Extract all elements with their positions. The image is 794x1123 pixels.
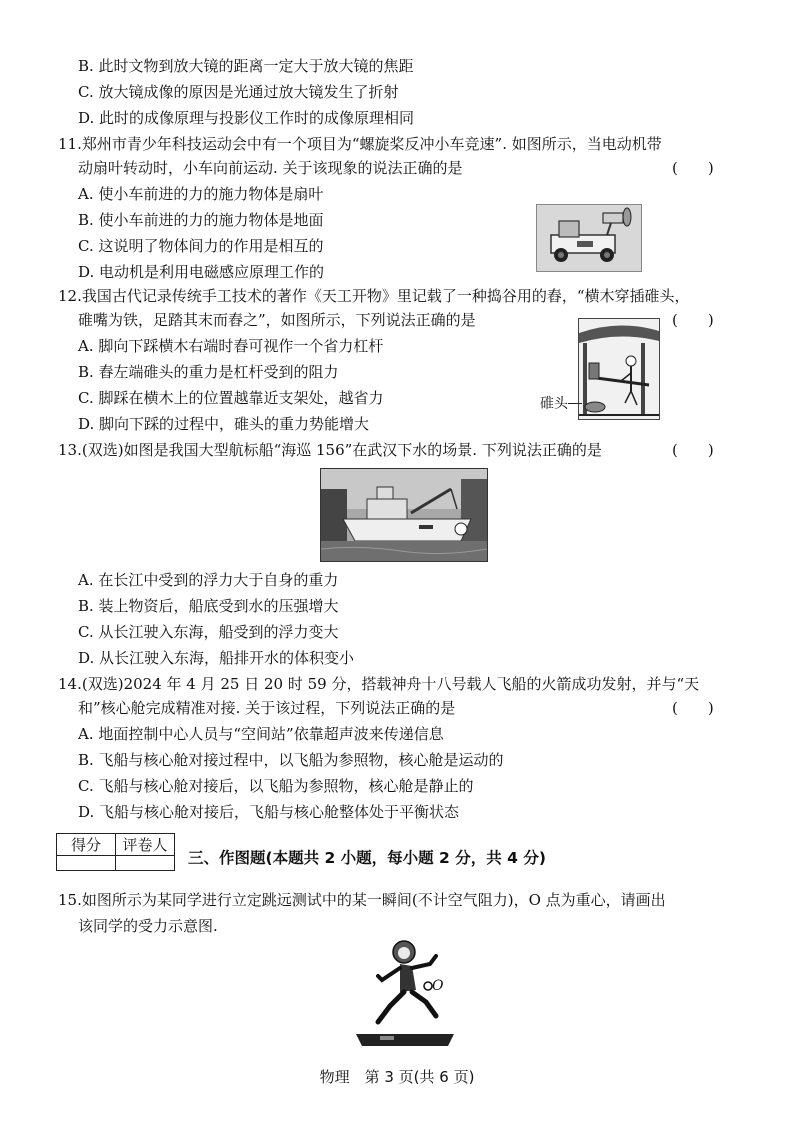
q11-option-d: D. 电动机是利用电磁感应原理工作的 xyxy=(78,263,325,281)
q11-figure-propeller-car xyxy=(536,204,642,272)
q13-option-b: B. 装上物资后，船底受到水的压强增大 xyxy=(78,597,339,615)
q10-option-d: D. 此时的成像原理与投影仪工作时的成像原理相同 xyxy=(78,109,415,127)
q15-figure-long-jump xyxy=(350,936,460,1048)
q11-stem-text1: 郑州市青少年科技运动会中有一个项目为“螺旋桨反冲小车竞速”. 如图所示，当电动机带 xyxy=(81,135,662,153)
q12-option-d: D. 脚向下踩的过程中，碓头的重力势能增大 xyxy=(78,415,370,433)
q10-option-c: C. 放大镜成像的原因是光通过放大镜发生了折射 xyxy=(78,83,399,101)
q12-figure-pestle-drawing xyxy=(578,318,660,420)
q14-number: 14. xyxy=(58,675,82,693)
q13-stem-text1: (双选)如图是我国大型航标船“海巡 156”在武汉下水的场景. 下列说法正确的是 xyxy=(81,441,602,459)
q14-option-c: C. 飞船与核心舱对接后，以飞船为参照物，核心舱是静止的 xyxy=(78,777,474,795)
q12-answer-paren: ( ) xyxy=(672,311,714,329)
q12-stem-text1: 我国古代记录传统手工技术的著作《天工开物》里记载了一种捣谷用的舂，“横木穿插碓头， xyxy=(81,287,690,305)
q11-number: 11. xyxy=(58,135,82,153)
grader-value-cell[interactable] xyxy=(116,856,175,871)
score-value-cell[interactable] xyxy=(57,856,116,871)
q13-option-c: C. 从长江驶入东海，船受到的浮力变大 xyxy=(78,623,339,641)
q13-option-d: D. 从长江驶入东海，船排开水的体积变小 xyxy=(78,649,355,667)
q12-number: 12. xyxy=(58,287,82,305)
q14-option-a: A. 地面控制中心人员与“空间站”依靠超声波来传递信息 xyxy=(78,725,444,743)
q10-option-b: B. 此时文物到放大镜的距离一定大于放大镜的焦距 xyxy=(78,57,414,75)
q15-number: 15. xyxy=(58,891,82,909)
q15-stem-line2: 该同学的受力示意图. xyxy=(78,917,218,935)
q12-figure-label-leader-line xyxy=(568,403,582,404)
q13-answer-paren: ( ) xyxy=(672,441,714,459)
score-label-cell: 得分 xyxy=(57,834,116,856)
q11-option-b: B. 使小车前进的力的施力物体是地面 xyxy=(78,211,324,229)
q12-option-b: B. 舂左端碓头的重力是杠杆受到的阻力 xyxy=(78,363,339,381)
q15-stem-text1: 如图所示为某同学进行立定跳远测试中的某一瞬间(不计空气阻力)，O 点为重心，请画出 xyxy=(81,891,666,909)
score-table xyxy=(56,833,175,871)
section-3-title: 三、作图题(本题共 2 小题，每小题 2 分，共 4 分) xyxy=(188,849,546,867)
q14-stem-line1 xyxy=(58,674,699,694)
q12-stem-line2: 碓嘴为铁，足踏其末而舂之”，如图所示，下列说法正确的是 xyxy=(78,311,476,329)
q13-number: 13. xyxy=(58,441,82,459)
grader-label-cell: 评卷人 xyxy=(116,834,175,856)
q11-option-c: C. 这说明了物体间力的作用是相互的 xyxy=(78,237,324,255)
q11-stem-line2: 动扇叶转动时，小车向前运动. 关于该现象的说法正确的是 xyxy=(78,159,463,177)
q15-figure-center-of-gravity-label: O xyxy=(432,978,444,994)
q12-option-a: A. 脚向下踩横木右端时舂可视作一个省力杠杆 xyxy=(78,337,384,355)
q13-option-a: A. 在长江中受到的浮力大于自身的重力 xyxy=(78,571,339,589)
q14-option-d: D. 飞船与核心舱对接后，飞船与核心舱整体处于平衡状态 xyxy=(78,803,460,821)
q11-answer-paren: ( ) xyxy=(672,159,714,177)
q11-option-a: A. 使小车前进的力的施力物体是扇叶 xyxy=(78,185,324,203)
q14-stem-text1: (双选)2024 年 4 月 25 日 20 时 59 分，搭载神舟十八号载人飞船的火箭成功发射，并与“天 xyxy=(81,675,700,693)
q13-figure-ship-photo xyxy=(320,468,488,562)
q12-stem-line1 xyxy=(58,286,690,306)
q14-option-b: B. 飞船与核心舱对接过程中，以飞船为参照物，核心舱是运动的 xyxy=(78,751,504,769)
q12-figure-label-pestle-head: 碓头 xyxy=(540,396,568,412)
q14-stem-line2: 和”核心舱完成精准对接. 关于该过程，下列说法正确的是 xyxy=(78,699,456,717)
q14-answer-paren: ( ) xyxy=(672,699,714,717)
q15-stem-line1 xyxy=(58,890,666,910)
q12-option-c: C. 脚踩在横木上的位置越靠近支架处，越省力 xyxy=(78,389,384,407)
q11-stem-line1 xyxy=(58,134,662,154)
page-footer: 物理 第 3 页(共 6 页) xyxy=(319,1068,475,1086)
q13-stem-line1 xyxy=(58,440,602,460)
